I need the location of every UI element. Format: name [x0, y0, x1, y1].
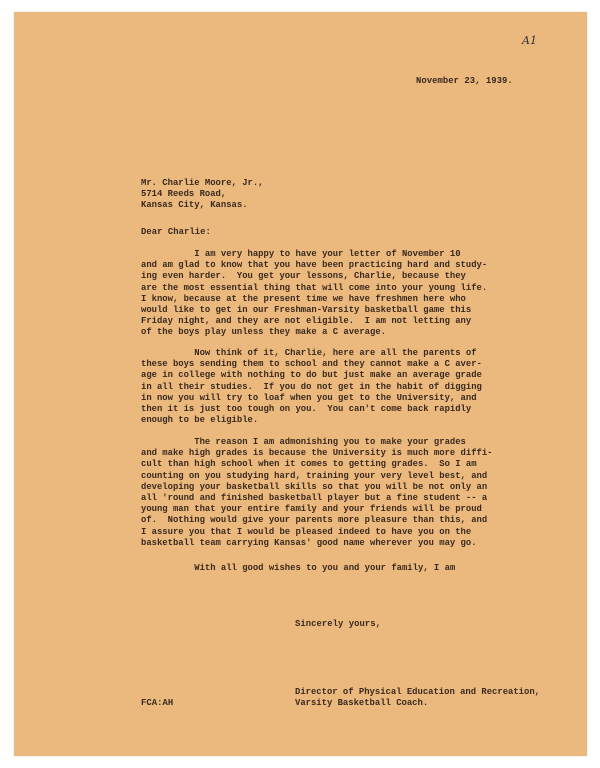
recipient-line: Kansas City, Kansas. [141, 200, 248, 211]
text-line: and am glad to know that you have been practicing hard and study- [141, 260, 488, 271]
text-line: in now you will try to loaf when you get to the University, and [141, 392, 477, 403]
text-line: enough to be eligible. [141, 415, 259, 426]
text-line: ing even harder. You get your lessons, Charlie, because they [141, 271, 466, 282]
text-line: Now think of it, Charlie, here are all the parents of [141, 348, 477, 358]
text-line: cult than high school when it comes to getting grades. So I am [141, 459, 477, 470]
typist-initials: FCA:AH [141, 698, 174, 708]
text-line: these boys sending them to school and they cannot make a C aver- [141, 359, 482, 370]
text-line: counting on you studying hard, training your very level best, and [141, 470, 488, 481]
salutation: Dear Charlie: [141, 227, 211, 237]
signature-title: Varsity Basketball Coach. [295, 698, 429, 709]
paragraph-2 [141, 348, 571, 426]
text-line: With all good wishes to you and your family, I am [141, 563, 456, 573]
text-line: The reason I am admonishing you to make your grades [141, 437, 466, 447]
text-line: all 'round and finished basketball player but a fine student -- a [141, 493, 488, 504]
text-line: then it is just too tough on you. You can't come back rapidly [141, 404, 472, 415]
recipient-line: 5714 Reeds Road, [141, 189, 227, 200]
text-line: young man that your entire family and your friends will be proud [141, 504, 482, 515]
text-line: would like to get in our Freshman-Varsity basketball game this [141, 305, 472, 316]
text-line: I assure you that I would be pleased indeed to have you on the [141, 526, 472, 537]
text-line: of the boys play unless they make a C average. [141, 327, 386, 338]
paragraph-4 [141, 563, 571, 574]
closing: Sincerely yours, [295, 619, 382, 629]
paragraph-1 [141, 249, 571, 339]
text-line: basketball team carrying Kansas' good name wherever you may go. [141, 537, 477, 548]
recipient-line: Mr. Charlie Moore, Jr., [141, 178, 264, 188]
handwritten-annotation: A1 [522, 34, 537, 47]
text-line: age in college with nothing to do but just make an average grade [141, 370, 482, 381]
signature-block [295, 687, 575, 709]
text-line: developing your basketball skills so that you will be not only an [141, 481, 488, 492]
letter-date: November 23, 1939. [416, 76, 513, 86]
text-line: of. Nothing would give your parents more pleasure than this, and [141, 515, 488, 526]
text-line: in all their studies. If you do not get in the habit of digging [141, 381, 482, 392]
recipient-address [141, 178, 571, 212]
text-line: and make high grades is because the University is much more diffi- [141, 448, 493, 459]
text-line: I am very happy to have your letter of November 10 [141, 249, 461, 259]
signature-title: Director of Physical Education and Recreation, [295, 687, 540, 697]
paragraph-3 [141, 437, 571, 549]
text-line: Friday night, and they are not eligible. I am not letting any [141, 316, 472, 327]
text-line: are the most essential thing that will come into your young life. [141, 282, 488, 293]
text-line: I know, because at the present time we have freshmen here who [141, 293, 466, 304]
